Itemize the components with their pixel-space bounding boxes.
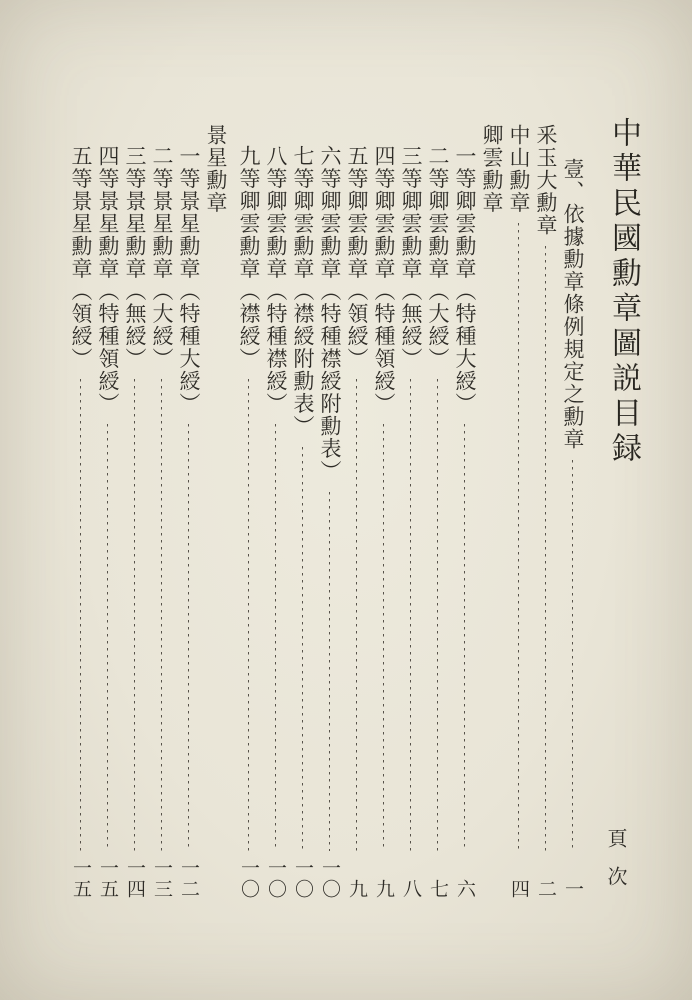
toc-entry-label: 九等卿雲勳章（襟綬）	[237, 145, 261, 370]
dotted-leader	[302, 447, 303, 852]
page-number: 八	[400, 879, 421, 900]
dotted-leader	[248, 379, 249, 851]
toc-entry	[67, 122, 94, 900]
dotted-leader	[80, 379, 81, 851]
page-number: 一〇	[292, 858, 313, 900]
toc-entry	[316, 122, 343, 900]
toc-entry	[370, 122, 397, 900]
toc-entry	[343, 122, 370, 900]
toc-entry	[424, 122, 451, 900]
toc-entry	[235, 122, 262, 900]
page-number: 一四	[124, 858, 145, 900]
toc-entry	[94, 122, 121, 900]
page-number: 九	[346, 879, 367, 900]
dotted-leader	[518, 223, 519, 851]
toc-entry-label: 壹、依據勳章條例規定之勳章	[561, 158, 585, 451]
toc-entry-label: 八等卿雲勳章（特種襟綬）	[264, 145, 288, 415]
toc-entry-label: 一等卿雲勳章（特種大綬）	[453, 145, 477, 415]
dotted-leader	[275, 424, 276, 851]
toc-entry	[559, 122, 586, 900]
page-number-column-header: 頁次	[604, 828, 626, 904]
page-title: 中華民國勳章圖説目録	[607, 117, 640, 467]
toc-entry-label: 七等卿雲勳章（襟綬附勳表）	[291, 145, 315, 438]
toc-entry-label: 五等卿雲勳章（領綬）	[345, 145, 369, 370]
toc-entry	[451, 122, 478, 900]
toc-entry	[532, 122, 559, 900]
page-number: 二	[535, 879, 556, 900]
toc-entry	[289, 122, 316, 900]
dotted-leader	[161, 379, 162, 851]
page-number: 一〇	[319, 858, 340, 900]
page-number: 一二	[178, 858, 199, 900]
page-number: 一〇	[265, 858, 286, 900]
dotted-leader	[107, 424, 108, 851]
toc-entry	[121, 122, 148, 900]
toc-entry-label: 中山勳章	[507, 124, 531, 214]
dotted-leader	[188, 424, 189, 851]
toc-entry-label: 五等景星勳章（領綬）	[69, 145, 93, 370]
dotted-leader	[437, 379, 438, 851]
toc-entry	[202, 122, 229, 900]
page-number: 一	[562, 879, 583, 900]
toc-entry-label: 二等卿雲勳章（大綬）	[426, 145, 450, 370]
toc-entry-label: 四等景星勳章（特種領綬）	[96, 145, 120, 415]
dotted-leader	[464, 424, 465, 851]
toc-entry-label: 釆玉大勳章	[534, 124, 558, 237]
dotted-leader	[545, 246, 546, 852]
toc-entry-label: 四等卿雲勳章（特種領綬）	[372, 145, 396, 415]
dotted-leader	[383, 424, 384, 851]
dotted-leader	[329, 492, 330, 852]
toc-entry	[148, 122, 175, 900]
dotted-leader	[356, 379, 357, 851]
toc-entry-label: 一等景星勳章（特種大綬）	[177, 145, 201, 415]
dotted-leader	[410, 379, 411, 851]
toc-entry	[262, 122, 289, 900]
toc-entry-label: 景星勳章	[204, 124, 228, 214]
page-number: 九	[373, 879, 394, 900]
page-number: 一三	[151, 858, 172, 900]
dotted-leader	[134, 379, 135, 851]
toc-entry-label: 三等卿雲勳章（無綬）	[399, 145, 423, 370]
toc	[67, 117, 646, 900]
toc-entry-label: 二等景星勳章（大綬）	[150, 145, 174, 370]
page-number: 四	[508, 879, 529, 900]
page-number: 一〇	[238, 858, 259, 900]
toc-entry	[478, 122, 505, 900]
page-number: 一五	[70, 858, 91, 900]
toc-entry-label: 卿雲勳章	[480, 124, 504, 214]
page-number: 六	[454, 879, 475, 900]
dotted-leader	[572, 460, 573, 852]
toc-entry-label: 三等景星勳章（無綬）	[123, 145, 147, 370]
toc-entry	[505, 122, 532, 900]
toc-entry	[397, 122, 424, 900]
toc-entry	[175, 122, 202, 900]
page-number: 一五	[97, 858, 118, 900]
page-number: 七	[427, 879, 448, 900]
toc-entry-label: 六等卿雲勳章（特種襟綬附勳表）	[318, 145, 342, 483]
